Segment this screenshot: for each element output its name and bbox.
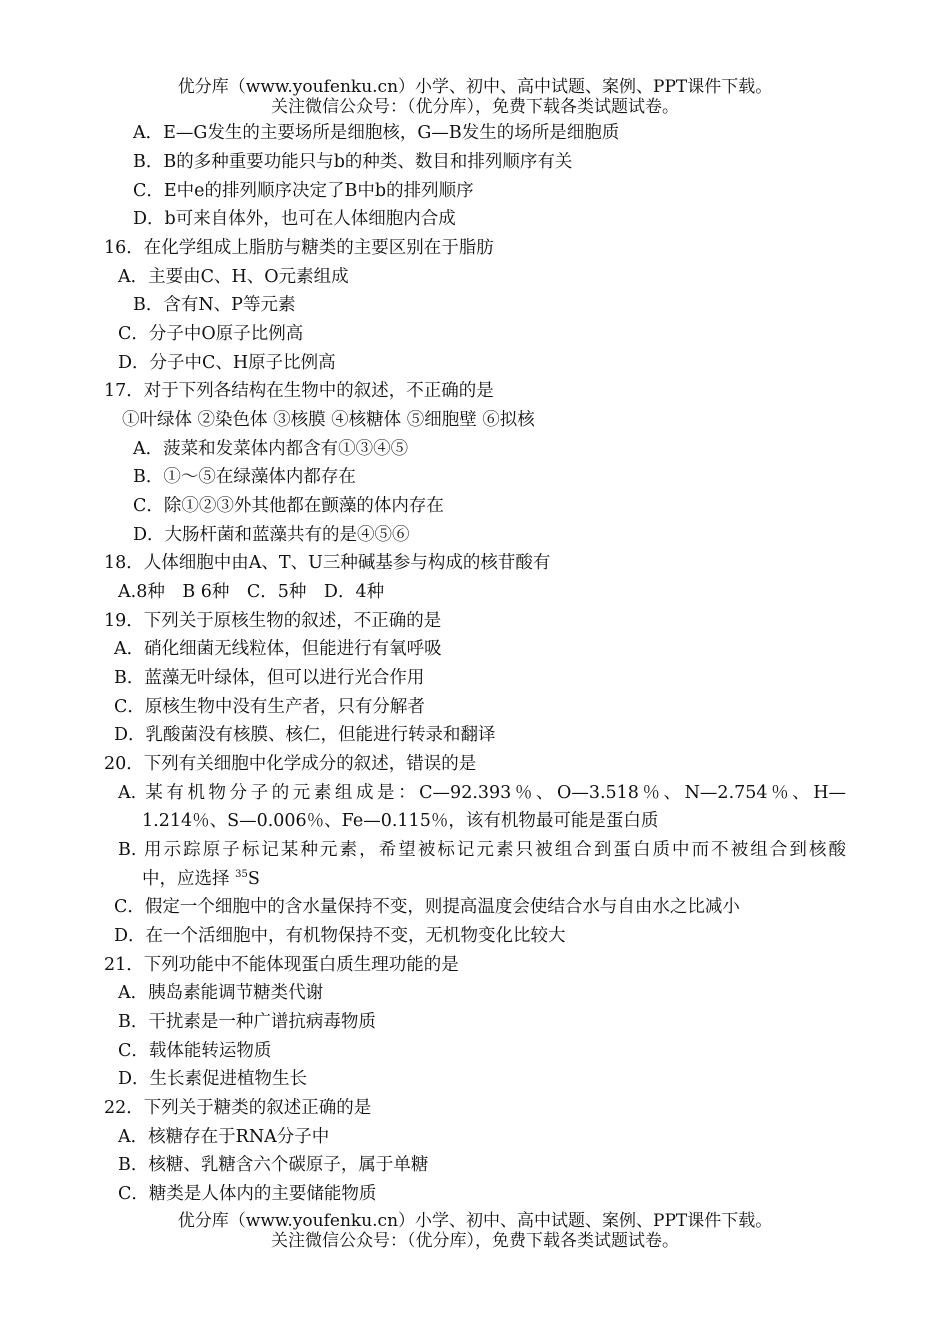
q17-items: ①叶绿体 ②染色体 ③核膜 ④核糖体 ⑤细胞壁 ⑥拟核 xyxy=(122,410,535,430)
q19-option-a: A．硝化细菌无线粒体，但能进行有氧呼吸 xyxy=(114,639,442,659)
q20-option-b-line1: B. 用示踪原子标记某种元素，希望被标记元素只被组合到蛋白质中而不被组合到核酸 xyxy=(118,840,846,860)
q16-option-a: A．主要由C、H、O元素组成 xyxy=(118,267,349,287)
q21-option-c: C．载体能转运物质 xyxy=(118,1041,272,1061)
q15-option-c: C．E中e的排列顺序决定了B中b的排列顺序 xyxy=(133,181,474,201)
q16-option-c: C．分子中O原子比例高 xyxy=(118,324,304,344)
q15-option-a: A．E—G发生的主要场所是细胞核，G—B发生的场所是细胞质 xyxy=(133,123,620,143)
q22-option-b: B．核糖、乳糖含六个碳原子，属于单糖 xyxy=(118,1155,429,1175)
q20-option-a-line1: A. 某有机物分子的元素组成是：C—92.393％、O—3.518％、N—2.754％、H— xyxy=(118,783,846,803)
q21-option-a: A．胰岛素能调节糖类代谢 xyxy=(118,983,324,1003)
q17-option-a: A．菠菜和发菜体内都含有①③④⑤ xyxy=(133,439,409,459)
q19-option-d: D．乳酸菌没有核膜、核仁，但能进行转录和翻译 xyxy=(114,725,496,745)
header-line-2: 关注微信公众号：（优分库），免费下载各类试题试卷。 xyxy=(271,97,679,117)
q17-option-b: B．①～⑤在绿藻体内都存在 xyxy=(133,467,356,487)
q20-option-d: D．在一个活细胞中，有机物保持不变，无机物变化比较大 xyxy=(114,926,566,946)
q19-option-b: B．蓝藻无叶绿体，但可以进行光合作用 xyxy=(114,668,425,688)
footer-line-2: 关注微信公众号：（优分库），免费下载各类试题试卷。 xyxy=(271,1231,679,1251)
q17-stem: 17．对于下列各结构在生物中的叙述，不正确的是 xyxy=(104,381,494,401)
q22-stem: 22．下列关于糖类的叙述正确的是 xyxy=(104,1098,372,1118)
q21-option-b: B．干扰素是一种广谱抗病毒物质 xyxy=(118,1012,376,1032)
q19-stem: 19．下列关于原核生物的叙述，不正确的是 xyxy=(104,611,442,631)
q15-option-d: D．b可来自体外，也可在人体细胞内合成 xyxy=(133,209,456,229)
q19-option-c: C．原核生物中没有生产者，只有分解者 xyxy=(114,697,425,717)
q17-option-d: D．大肠杆菌和蓝藻共有的是④⑤⑥ xyxy=(133,525,410,545)
q20-option-c: C．假定一个细胞中的含水量保持不变，则提高温度会使结合水与自由水之比减小 xyxy=(114,897,740,917)
q20-option-b-line2-text: 中，应选择 xyxy=(142,869,230,889)
q21-option-d: D．生长素促进植物生长 xyxy=(118,1069,308,1089)
q16-stem: 16．在化学组成上脂肪与糖类的主要区别在于脂肪 xyxy=(104,238,494,258)
q22-option-c: C．糖类是人体内的主要储能物质 xyxy=(118,1184,377,1204)
q17-option-c: C．除①②③外其他都在颤藻的体内存在 xyxy=(133,496,444,516)
q20-stem: 20．下列有关细胞中化学成分的叙述，错误的是 xyxy=(104,754,477,774)
header-line-1: 优分库（www.youfenku.cn）小学、初中、高中试题、案例、PPT课件下载。 xyxy=(177,77,773,97)
q15-option-b: B．B的多种重要功能只与b的种类、数目和排列顺序有关 xyxy=(133,152,573,172)
q20-option-b-line2 xyxy=(142,869,260,889)
q22-option-a: A．核糖存在于RNA分子中 xyxy=(118,1127,330,1147)
q16-option-d: D．分子中C、H原子比例高 xyxy=(118,353,336,373)
q21-stem: 21．下列功能中不能体现蛋白质生理功能的是 xyxy=(104,955,459,975)
q20-option-a-line2: 1.214％、S—0.006％、Fe—0.115％，该有机物最可能是蛋白质 xyxy=(142,811,659,831)
isotope-symbol: S xyxy=(247,869,260,889)
isotope-mass-number: 35 xyxy=(235,869,248,880)
q18-stem: 18．人体细胞中由A、T、U三种碱基参与构成的核苷酸有 xyxy=(104,553,551,573)
q18-options: A.8种 B 6种 C．5种 D．4种 xyxy=(118,582,385,602)
footer-line-1: 优分库（www.youfenku.cn）小学、初中、高中试题、案例、PPT课件下载。 xyxy=(177,1211,773,1231)
q16-option-b: B．含有N、P等元素 xyxy=(133,295,296,315)
